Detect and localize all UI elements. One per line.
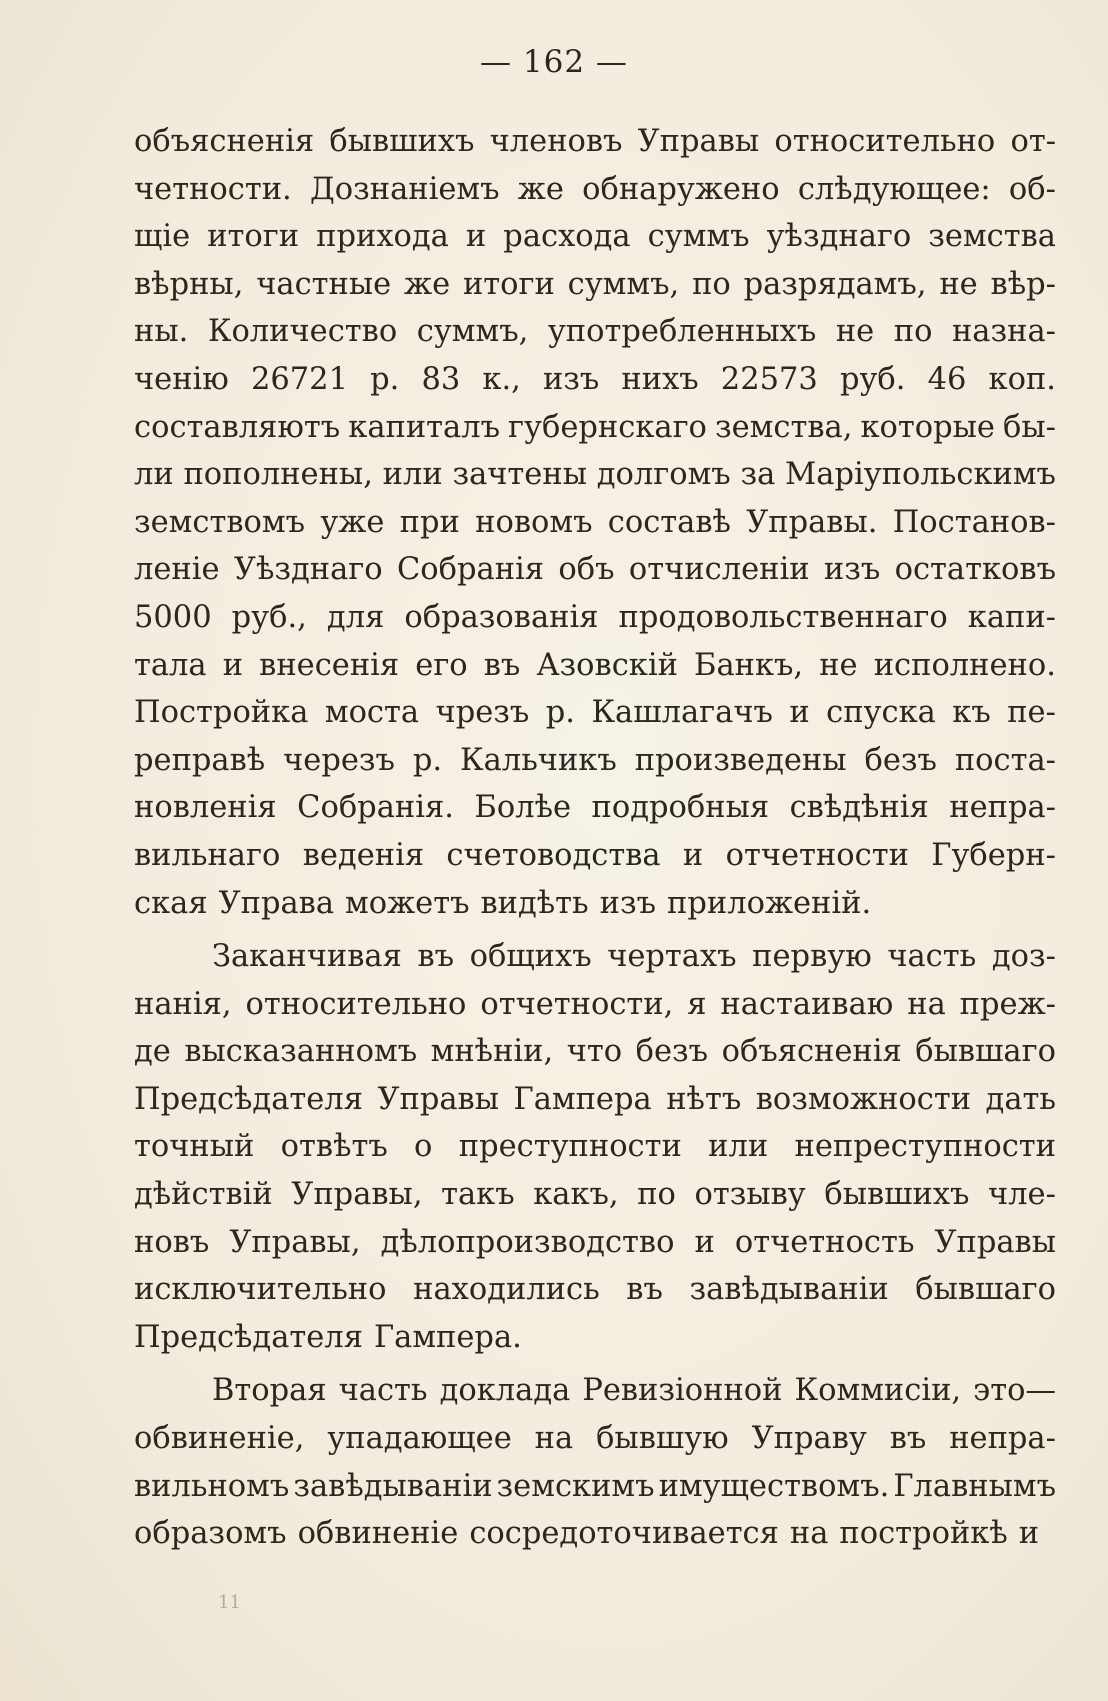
text-line: ченію 26721 р. 83 к., изъ нихъ 22573 руб. 46 коп. (134, 361, 1056, 397)
text-line: реправѣ черезъ р. Кальчикъ произведены безъ поста- (134, 742, 1056, 778)
text-line: земствомъ уже при новомъ составѣ Управы. Постанов- (134, 504, 1056, 540)
text-line: обвиненіе, упадающее на бывшую Управу въ непра- (134, 1421, 1056, 1457)
text-line: леніе Уѣзднаго Собранія объ отчисленіи изъ остатковъ (134, 552, 1056, 588)
text-line: Предсѣдателя Гампера. (134, 1319, 522, 1355)
text-line: точный отвѣтъ о преступности или непреступности (134, 1129, 1056, 1165)
text-line: щіе итоги прихода и расхода суммъ уѣзднаго земства (134, 219, 1056, 255)
paragraph (134, 1367, 1056, 1557)
text-line: Вторая часть доклада Ревизіонной Коммисіи, это— (212, 1373, 1056, 1409)
text-line: Заканчивая въ общихъ чертахъ первую часть доз- (212, 939, 1056, 975)
text-line: составляютъ капиталъ губернскаго земства, которые бы- (134, 409, 1056, 445)
text-line: объясненія бывшихъ членовъ Управы относительно от- (134, 124, 1056, 159)
text-line: 5000 руб., для образованія продовольственнаго капи- (134, 599, 1056, 635)
text-line: де высказанномъ мнѣніи, что безъ объясненія бывшаго (134, 1034, 1056, 1070)
text-line: Предсѣдателя Управы Гампера нѣтъ возможности дать (134, 1081, 1056, 1117)
text-line: вильнаго веденія счетоводства и отчетности Губерн- (134, 837, 1056, 873)
text-line: нанія, относительно отчетности, я настаиваю на преж- (134, 986, 1056, 1022)
margin-mark: 11 (218, 1592, 241, 1613)
page-number: — 162 — (480, 44, 628, 80)
text-line: четности. Дознаніемъ же обнаружено слѣдующее: об- (134, 171, 1056, 207)
text-line: исключительно находились въ завѣдываніи бывшаго (134, 1272, 1056, 1308)
text-line: новленія Собранія. Болѣе подробныя свѣдѣнія непра- (134, 790, 1056, 826)
text-line: тала и внесенія его въ Азовскій Банкъ, не исполнено. (134, 647, 1056, 683)
text-line: образомъ обвиненіе сосредоточивается на постройкѣ и (134, 1516, 1040, 1552)
text-line: ли пополнены, или зачтены долгомъ за Маріупольскимъ (134, 457, 1056, 493)
text-line: новъ Управы, дѣлопроизводство и отчетность Управы (134, 1224, 1056, 1260)
text-line: вильномъ завѣдываніи земскимъ имуществомъ. Главнымъ (134, 1468, 1056, 1504)
paragraph (134, 933, 1056, 1361)
text-line: дѣйствій Управы, такъ какъ, по отзыву бывшихъ чле- (134, 1177, 1056, 1213)
paragraph (134, 118, 1056, 927)
body-text (134, 118, 1056, 1558)
text-line: вѣрны, частные же итоги суммъ, по разрядамъ, не вѣр- (134, 266, 1056, 302)
text-line: Постройка моста чрезъ р. Кашлагачъ и спуска къ пе- (134, 695, 1056, 731)
text-line: ны. Количество суммъ, употребленныхъ не по назна- (134, 314, 1056, 350)
text-line: ская Управа можетъ видѣть изъ приложеній. (134, 885, 872, 921)
